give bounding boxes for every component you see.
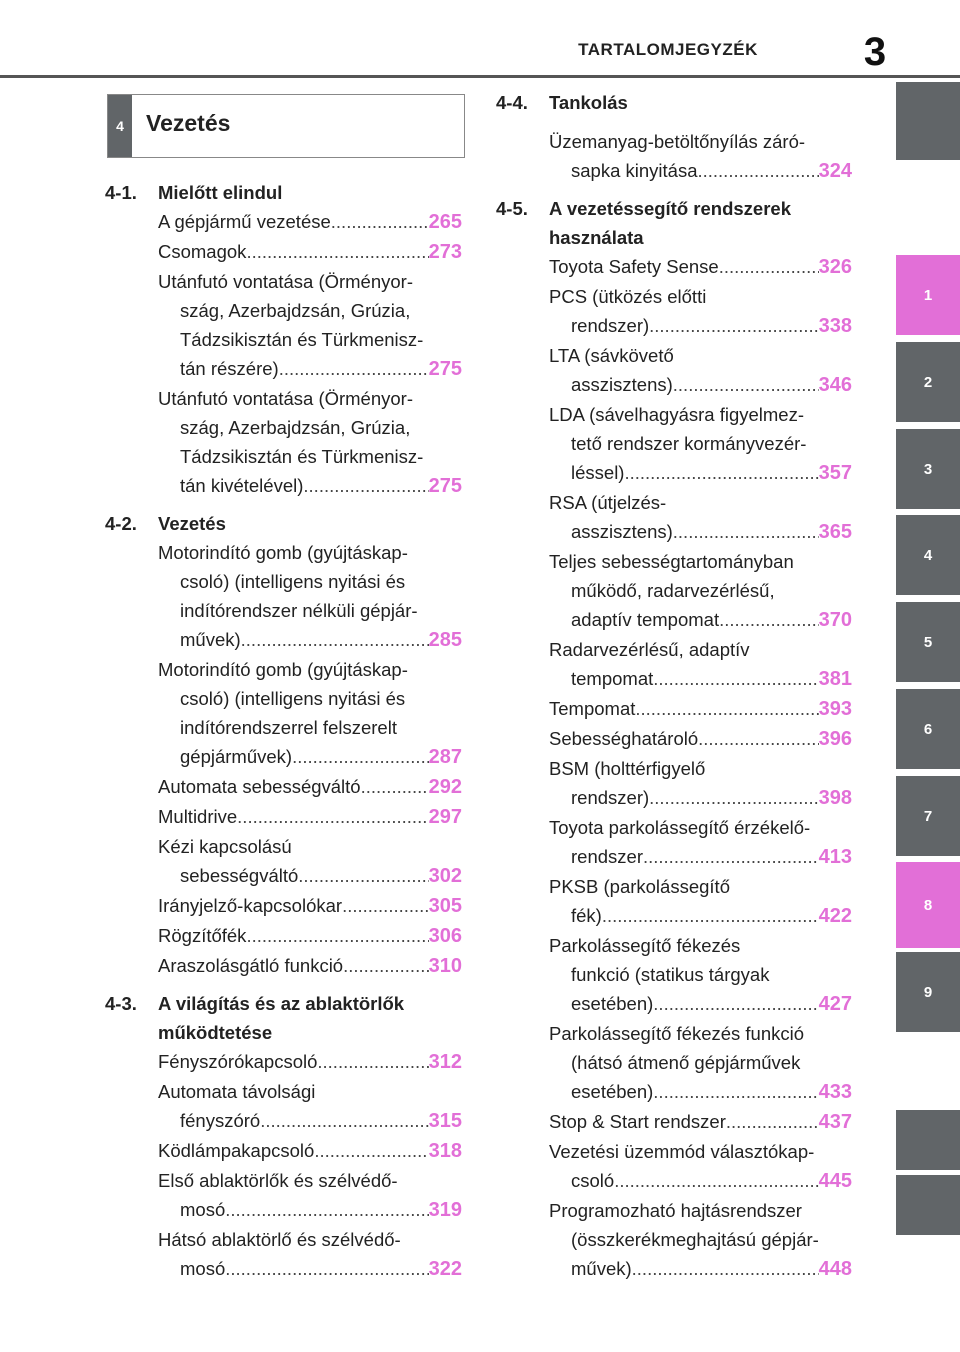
toc-entry-line: [549, 488, 852, 517]
chapter-tab-2[interactable]: 2: [896, 342, 960, 422]
toc-entry-text: Parkolássegítő fékezés funkció: [549, 1023, 805, 1044]
toc-entry-text: szág, Azerbajdzsán, Grúzia,: [180, 300, 411, 321]
toc-entry-line: [158, 413, 462, 442]
toc-entry[interactable]: [158, 891, 462, 921]
leader-dots: [653, 989, 818, 1018]
toc-entry-text: szág, Azerbajdzsán, Grúzia,: [180, 417, 411, 438]
page-link[interactable]: 357: [818, 462, 852, 484]
toc-entry-line: [549, 605, 852, 635]
page-link[interactable]: 346: [818, 374, 852, 396]
page-link[interactable]: 275: [428, 358, 462, 380]
toc-entry[interactable]: [158, 237, 462, 267]
chapter-tab-7[interactable]: 7: [896, 776, 960, 856]
toc-entry-line: [549, 458, 852, 488]
chapter-title: Vezetés: [146, 110, 231, 136]
leader-dots: [726, 1107, 819, 1136]
leader-dots: [673, 517, 819, 546]
leader-dots: [279, 354, 429, 383]
toc-entry-text: A gépjármű vezetése: [158, 211, 331, 232]
section-title: Mielőtt elindul: [158, 182, 283, 203]
toc-entry[interactable]: [158, 1047, 462, 1077]
chapter-tab-6[interactable]: 6: [896, 689, 960, 769]
toc-entry-line: [158, 684, 462, 713]
page-link[interactable]: 315: [428, 1110, 462, 1132]
leader-dots: [614, 1166, 818, 1195]
toc-entry[interactable]: [549, 341, 852, 400]
toc-entry-line: [158, 1136, 462, 1166]
page-number: 3: [863, 30, 887, 74]
toc-column-right: [496, 88, 852, 1292]
section-title: működtetése: [158, 1022, 273, 1043]
page-link[interactable]: 302: [428, 865, 462, 887]
toc-entry[interactable]: [549, 724, 852, 754]
toc-entry-text: PCS (ütközés előtti: [549, 286, 707, 307]
toc-entry-line: [158, 207, 462, 237]
toc-entry-line: [158, 567, 462, 596]
toc-entry-line: [549, 724, 852, 754]
toc-entry-text: PKSB (parkolássegítő: [549, 876, 730, 897]
page-link[interactable]: 422: [818, 905, 852, 927]
toc-entry-line: [158, 655, 462, 684]
leader-dots: [632, 1254, 819, 1283]
toc-entry-line: [549, 341, 852, 370]
toc-entry[interactable]: [158, 921, 462, 951]
section-heading: [105, 989, 462, 1018]
toc-entry-text: esetében): [571, 1081, 654, 1102]
toc-section: [496, 194, 852, 1284]
toc-section: [105, 178, 462, 501]
leader-dots: [653, 664, 818, 693]
section-heading: [496, 194, 852, 223]
toc-entry[interactable]: [549, 635, 852, 694]
toc-entry[interactable]: [549, 1107, 852, 1137]
toc-entry-text: rendszer: [571, 846, 643, 867]
toc-entry-line: [549, 1107, 852, 1137]
toc-entry-text: Tádzsikisztán és Türkmenisz-: [180, 329, 424, 350]
toc-entry-text: Tádzsikisztán és Türkmenisz-: [180, 446, 424, 467]
section-title: Vezetés: [158, 513, 226, 534]
toc-entry-text: Első ablaktörlők és szélvédő-: [158, 1170, 398, 1191]
header-title: TARTALOMJEGYZÉK: [578, 40, 758, 59]
toc-entry-line: [549, 813, 852, 842]
toc-entry[interactable]: [158, 951, 462, 981]
page-link[interactable]: 310: [428, 955, 462, 977]
toc-entry[interactable]: [158, 207, 462, 237]
toc-section: [105, 989, 462, 1284]
toc-entry-text: esetében): [571, 993, 654, 1014]
leader-dots: [719, 252, 819, 281]
toc-entry-line: [158, 1077, 462, 1106]
toc-entry-text: Multidrive: [158, 806, 238, 827]
toc-entry-line: [549, 842, 852, 872]
page-link[interactable]: 322: [428, 1258, 462, 1280]
toc-entry-text: adaptív tempomat: [571, 609, 720, 630]
toc-entry[interactable]: [158, 1166, 462, 1225]
toc-entry-text: Motorindító gomb (gyújtáskap-: [158, 659, 408, 680]
toc-entry-line: [549, 783, 852, 813]
section-title: A világítás és az ablaktörlők: [158, 993, 405, 1014]
toc-entry[interactable]: [549, 127, 852, 186]
toc-entry-line: [158, 471, 462, 501]
leader-dots: [653, 1077, 818, 1106]
toc-entry-line: [158, 237, 462, 267]
toc-entry-text: asszisztens): [571, 521, 673, 542]
toc-entry-line: [158, 1047, 462, 1077]
toc-entry[interactable]: [549, 1137, 852, 1196]
toc-entry-line: [158, 1254, 462, 1284]
page-link[interactable]: 396: [818, 728, 852, 750]
toc-entry-line: [549, 1166, 852, 1196]
toc-entry-line: [158, 1166, 462, 1195]
toc-entry-text: fék): [571, 905, 602, 926]
toc-entry-text: Motorindító gomb (gyújtáskap-: [158, 542, 408, 563]
toc-entry[interactable]: [158, 1077, 462, 1136]
toc-entry-text: csoló) (intelligens nyitási és: [180, 688, 406, 709]
toc-entry-line: [549, 311, 852, 341]
toc-entry-text: Ködlámpakapcsoló: [158, 1140, 315, 1161]
toc-entry-text: tán kivételével): [180, 475, 304, 496]
toc-entry[interactable]: [158, 1136, 462, 1166]
toc-entry-text: Teljes sebességtartományban: [549, 551, 794, 572]
page-link[interactable]: 265: [428, 211, 462, 233]
leader-dots: [314, 1136, 428, 1165]
toc-entry-line: [549, 989, 852, 1019]
toc-entry-line: [549, 1137, 852, 1166]
toc-entry-line: [158, 1106, 462, 1136]
page-link[interactable]: 413: [818, 846, 852, 868]
toc-entry-text: művek): [571, 1258, 632, 1279]
section-title: használata: [549, 227, 644, 248]
toc-entry[interactable]: [158, 267, 462, 384]
toc-entry[interactable]: [549, 813, 852, 872]
section-heading: [496, 223, 852, 252]
leader-dots: [241, 625, 429, 654]
section-number: [496, 223, 549, 252]
toc-entry[interactable]: [549, 754, 852, 813]
chapter-tab-blank[interactable]: [896, 82, 960, 160]
toc-entry-text: Tempomat: [549, 698, 636, 719]
page-link[interactable]: 338: [818, 315, 852, 337]
toc-entry-text: Radarvezérlésű, adaptív: [549, 639, 750, 660]
chapter-tab-8[interactable]: 8: [896, 862, 960, 948]
toc-entry[interactable]: [158, 832, 462, 891]
toc-entry-text: mosó: [180, 1199, 226, 1220]
chapter-heading: [107, 94, 465, 158]
toc-entry-text: (összkerékmeghajtású gépjár-: [571, 1229, 819, 1250]
page-link[interactable]: 326: [818, 256, 852, 278]
toc-entry-text: csoló) (intelligens nyitási és: [180, 571, 406, 592]
section-heading: [105, 178, 462, 207]
page-link[interactable]: 381: [818, 668, 852, 690]
toc-entry-text: Vezetési üzemmód választókap-: [549, 1141, 815, 1162]
page-link[interactable]: 287: [428, 746, 462, 768]
toc-entry-text: funkció (statikus tárgyak: [571, 964, 770, 985]
toc-section: [496, 88, 852, 186]
toc-entry-text: fényszóró: [180, 1110, 261, 1131]
toc-entry-text: Kézi kapcsolású: [158, 836, 292, 857]
toc-entry-line: [158, 861, 462, 891]
toc-entry-line: [549, 400, 852, 429]
page-link[interactable]: 292: [428, 776, 462, 798]
toc-entry[interactable]: [549, 1196, 852, 1284]
toc-entry-text: gépjárművek): [180, 746, 293, 767]
section-number: 4-2.: [105, 513, 137, 534]
section-number: 4-4.: [496, 92, 528, 113]
toc-entry-line: [549, 1019, 852, 1048]
toc-entry[interactable]: [158, 1225, 462, 1284]
toc-entry-text: asszisztens): [571, 374, 673, 395]
toc-entry-text: sebességváltó: [180, 865, 299, 886]
leader-dots: [719, 605, 819, 634]
toc-entry-line: [158, 325, 462, 354]
chapter-tab-blank[interactable]: [896, 1175, 960, 1235]
toc-entry-text: indítórendszer nélküli gépjár-: [180, 600, 418, 621]
page-link[interactable]: 324: [818, 160, 852, 182]
toc-entry-line: [158, 625, 462, 655]
toc-entry-text: Fényszórókapcsoló: [158, 1051, 318, 1072]
toc-entry-text: Utánfutó vontatása (Örményor-: [158, 388, 413, 409]
leader-dots: [298, 861, 428, 890]
toc-entry[interactable]: [158, 538, 462, 655]
toc-entry-text: művek): [180, 629, 241, 650]
section-number: 4-5.: [496, 198, 528, 219]
toc-entry-text: tető rendszer kormányvezér-: [571, 433, 807, 454]
toc-entry[interactable]: [549, 488, 852, 547]
leader-dots: [292, 742, 429, 771]
toc-entry-text: mosó: [180, 1258, 226, 1279]
toc-entry-line: [549, 252, 852, 282]
leader-dots: [673, 370, 819, 399]
page-link[interactable]: 427: [818, 993, 852, 1015]
leader-dots: [237, 802, 428, 831]
toc-entry-text: léssel): [571, 462, 625, 483]
toc-entry-text: tán részére): [180, 358, 279, 379]
chapter-tabs: [896, 82, 960, 1352]
toc-entry-text: tempomat: [571, 668, 654, 689]
chapter-tab-9[interactable]: 9: [896, 952, 960, 1032]
page-link[interactable]: 448: [818, 1258, 852, 1280]
toc-entry-text: Rögzítőfék: [158, 925, 247, 946]
leader-dots: [342, 891, 429, 920]
page-link[interactable]: 318: [428, 1140, 462, 1162]
page-link[interactable]: 305: [428, 895, 462, 917]
toc-entry-text: rendszer): [571, 787, 650, 808]
leader-dots: [649, 311, 818, 340]
section-number: 4-3.: [105, 993, 137, 1014]
leader-dots: [361, 772, 429, 801]
toc-entry-line: [549, 1225, 852, 1254]
toc-entry-text: Programozható hajtásrendszer: [549, 1200, 802, 1221]
toc-entry-line: [549, 1254, 852, 1284]
leader-dots: [624, 458, 818, 487]
section-number: 4-1.: [105, 182, 137, 203]
toc-entry-line: [158, 384, 462, 413]
toc-entry-line: [158, 596, 462, 625]
toc-entry-text: (hátsó átmenő gépjárművek: [571, 1052, 801, 1073]
page-link[interactable]: 370: [818, 609, 852, 631]
toc-entry-line: [549, 156, 852, 186]
chapter-tab-3[interactable]: 3: [896, 429, 960, 509]
toc-entry[interactable]: [549, 694, 852, 724]
section-title: A vezetéssegítő rendszerek: [549, 198, 791, 219]
toc-column-left: [105, 178, 462, 1292]
page-link[interactable]: 306: [428, 925, 462, 947]
toc-entry-line: [158, 1225, 462, 1254]
toc-entry-line: [549, 547, 852, 576]
page-link[interactable]: 393: [818, 698, 852, 720]
page-link[interactable]: 273: [428, 241, 462, 263]
toc-entry-line: [158, 354, 462, 384]
toc-entry[interactable]: [158, 655, 462, 772]
toc-entry[interactable]: [549, 400, 852, 488]
leader-dots: [317, 1047, 428, 1076]
leader-dots: [697, 156, 818, 185]
toc-entry-line: [158, 538, 462, 567]
section-heading: [105, 1018, 462, 1047]
leader-dots: [602, 901, 819, 930]
toc-entry[interactable]: [549, 931, 852, 1019]
page-link[interactable]: 297: [428, 806, 462, 828]
toc-entry-line: [549, 1048, 852, 1077]
toc-entry-text: sapka kinyitása: [571, 160, 698, 181]
toc-entry-line: [549, 664, 852, 694]
toc-entry-text: Csomagok: [158, 241, 247, 262]
leader-dots: [303, 471, 428, 500]
toc-entry-line: [549, 517, 852, 547]
toc-entry-text: BSM (holttérfigyelő: [549, 758, 706, 779]
page-link[interactable]: 285: [428, 629, 462, 651]
toc-entry[interactable]: [549, 872, 852, 931]
page-link[interactable]: 437: [818, 1111, 852, 1133]
toc-entry-line: [158, 802, 462, 832]
toc-entry[interactable]: [158, 384, 462, 501]
toc-entry[interactable]: [158, 772, 462, 802]
toc-entry-text: Toyota Safety Sense: [549, 256, 719, 277]
toc-entry-line: [158, 772, 462, 802]
chapter-tab-blank[interactable]: [896, 1110, 960, 1170]
toc-entry-text: Irányjelző-kapcsolókar: [158, 895, 343, 916]
toc-entry[interactable]: [549, 547, 852, 635]
toc-entry-text: Stop & Start rendszer: [549, 1111, 726, 1132]
toc-entry-line: [158, 442, 462, 471]
leader-dots: [643, 842, 819, 871]
toc-entry-line: [549, 960, 852, 989]
section-number: [105, 1018, 158, 1047]
toc-entry-text: indítórendszerrel felszerelt: [180, 717, 397, 738]
page-link[interactable]: 398: [818, 787, 852, 809]
toc-entry-line: [158, 891, 462, 921]
leader-dots: [260, 1106, 428, 1135]
toc-entry-text: Hátsó ablaktörlő és szélvédő-: [158, 1229, 401, 1250]
toc-entry[interactable]: [158, 802, 462, 832]
toc-entry-line: [158, 1195, 462, 1225]
toc-entry-line: [549, 282, 852, 311]
toc-entry-line: [549, 127, 852, 156]
chapter-number: 4: [108, 95, 132, 157]
toc-entry[interactable]: [549, 252, 852, 282]
toc-entry-text: LTA (sávkövető: [549, 345, 674, 366]
toc-entry-text: Araszolásgátló funkció: [158, 955, 344, 976]
page-link[interactable]: 312: [428, 1051, 462, 1073]
leader-dots: [331, 207, 429, 236]
toc-entry-line: [158, 742, 462, 772]
toc-entry-text: Automata sebességváltó: [158, 776, 361, 797]
toc-entry-text: működő, radarvezérlésű,: [571, 580, 775, 601]
toc-section: [105, 509, 462, 981]
toc-entry[interactable]: [549, 1019, 852, 1107]
toc-entry-line: [549, 576, 852, 605]
toc-entry-line: [158, 296, 462, 325]
leader-dots: [225, 1254, 428, 1283]
leader-dots: [649, 783, 818, 812]
toc-entry-line: [158, 267, 462, 296]
toc-entry-text: Üzemanyag-betöltőnyílás záró-: [549, 131, 806, 152]
leader-dots: [698, 724, 818, 753]
toc-entry-line: [549, 370, 852, 400]
toc-entry-text: Parkolássegítő fékezés: [549, 935, 741, 956]
toc-entry-text: RSA (útjelzés-: [549, 492, 667, 513]
page-link[interactable]: 445: [818, 1170, 852, 1192]
page-link[interactable]: 433: [818, 1081, 852, 1103]
header-rule: [0, 75, 960, 78]
toc-entry-line: [549, 1077, 852, 1107]
section-title: Tankolás: [549, 92, 628, 113]
toc-entry-line: [158, 951, 462, 981]
toc-entry-text: LDA (sávelhagyásra figyelmez-: [549, 404, 804, 425]
page-link[interactable]: 365: [818, 521, 852, 543]
chapter-tab-1[interactable]: 1: [896, 255, 960, 335]
toc-entry[interactable]: [549, 282, 852, 341]
section-heading: [105, 509, 462, 538]
toc-entry-line: [549, 1196, 852, 1225]
toc-entry-line: [549, 931, 852, 960]
toc-entry-text: Utánfutó vontatása (Örményor-: [158, 271, 413, 292]
toc-entry-text: rendszer): [571, 315, 650, 336]
leader-dots: [246, 921, 428, 950]
toc-entry-line: [549, 901, 852, 931]
page-link[interactable]: 319: [428, 1199, 462, 1221]
toc-entry-line: [549, 872, 852, 901]
leader-dots: [225, 1195, 428, 1224]
toc-entry-text: csoló: [571, 1170, 615, 1191]
page-link[interactable]: 275: [428, 475, 462, 497]
chapter-tab-5[interactable]: 5: [896, 602, 960, 682]
section-heading: [496, 88, 852, 117]
leader-dots: [635, 694, 818, 723]
toc-entry-line: [158, 713, 462, 742]
toc-entry-line: [549, 429, 852, 458]
toc-entry-text: Automata távolsági: [158, 1081, 316, 1102]
toc-entry-line: [549, 635, 852, 664]
toc-entry-line: [549, 754, 852, 783]
toc-entry-line: [549, 694, 852, 724]
leader-dots: [246, 237, 428, 266]
toc-entry-text: Sebességhatároló: [549, 728, 699, 749]
toc-entry-line: [158, 832, 462, 861]
leader-dots: [343, 951, 429, 980]
toc-entry-text: Toyota parkolássegítő érzékelő-: [549, 817, 811, 838]
toc-entry-line: [158, 921, 462, 951]
chapter-tab-4[interactable]: 4: [896, 515, 960, 595]
